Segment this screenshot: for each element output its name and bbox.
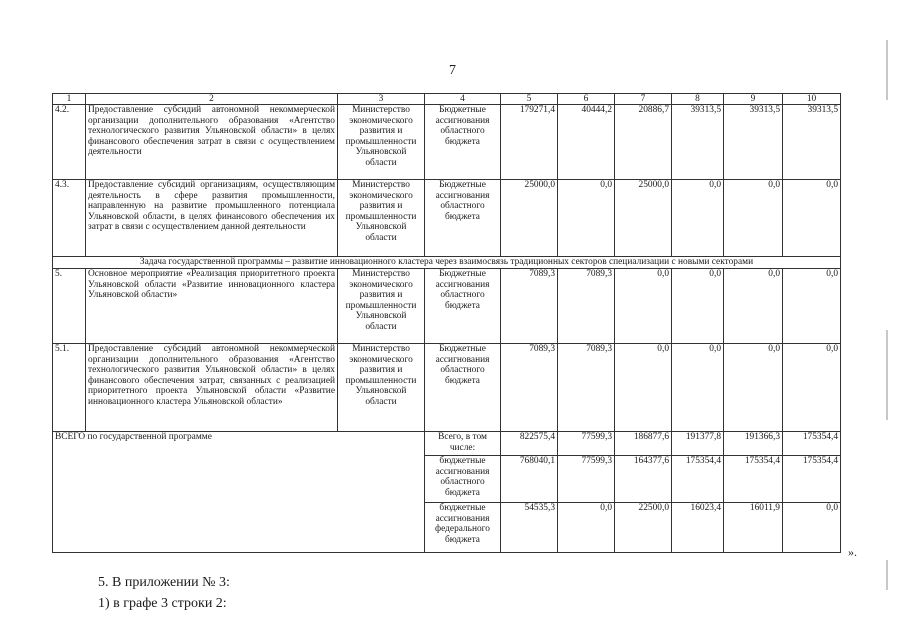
amount-cell: 7089,3 <box>501 344 558 432</box>
amount-cell: 40444,2 <box>558 105 615 180</box>
amount-cell: 0,0 <box>615 269 672 344</box>
amount-cell: 0,0 <box>672 344 724 432</box>
row-number: 5. <box>53 269 86 344</box>
amount-cell: 175354,4 <box>672 456 724 503</box>
amount-cell: 39313,5 <box>783 105 841 180</box>
funding-source: Бюджетные ассигнования областного бюджета <box>425 269 501 344</box>
amount-cell: 191377,8 <box>672 432 724 456</box>
column-number: 2 <box>86 94 338 105</box>
amount-cell: 164377,6 <box>615 456 672 503</box>
amount-cell: 39313,5 <box>724 105 783 180</box>
amount-cell: 0,0 <box>783 269 841 344</box>
executor: Министерство экономического развития и промышленности Ульяновской области <box>338 180 425 257</box>
amount-cell: 0,0 <box>558 180 615 257</box>
column-number: 9 <box>724 94 783 105</box>
amount-cell: 7089,3 <box>558 269 615 344</box>
executor: Министерство экономического развития и промышленности Ульяновской области <box>338 105 425 180</box>
funding-source: Бюджетные ассигнования областного бюджета <box>425 180 501 257</box>
table-row <box>53 105 841 180</box>
amount-cell: 54535,3 <box>501 503 558 553</box>
executor: Министерство экономического развития и промышленности Ульяновской области <box>338 269 425 344</box>
amount-cell: 25000,0 <box>501 180 558 257</box>
funding-source: Бюджетные ассигнования областного бюджета <box>425 105 501 180</box>
amount-cell: 179271,4 <box>501 105 558 180</box>
amount-cell: 0,0 <box>783 344 841 432</box>
measure-name: Основное мероприятие «Реализация приоритетного проекта Ульяновской области «Развитие инновационного кластера Ульяновской области» <box>86 269 338 344</box>
column-number: 1 <box>53 94 86 105</box>
amount-cell: 77599,3 <box>558 432 615 456</box>
column-number: 4 <box>425 94 501 105</box>
amount-cell: 0,0 <box>783 503 841 553</box>
funding-source: Всего, в том числе: <box>425 432 501 456</box>
scan-edge-mark <box>886 560 888 590</box>
closing-quote: ». <box>848 545 857 559</box>
amount-cell: 175354,4 <box>783 456 841 503</box>
amount-cell: 39313,5 <box>672 105 724 180</box>
scan-edge-mark <box>886 40 888 100</box>
amount-cell: 7089,3 <box>501 269 558 344</box>
table-row <box>53 269 841 344</box>
funding-source: бюджетные ассигнования федерального бюджета <box>425 503 501 553</box>
measure-name: Предоставление субсидий организациям, осуществляющим деятельность в сфере развития промышленности, направленную на развитие промышленного потенциала Ульяновской области, в целях финансового обеспечения их затрат в связи с осуществлением данной деятельности <box>86 180 338 257</box>
amount-cell: 191366,3 <box>724 432 783 456</box>
amount-cell: 175354,4 <box>724 456 783 503</box>
footer-line-2: 1) в графе 3 строки 2: <box>98 596 227 611</box>
column-number: 8 <box>672 94 724 105</box>
page-number: 7 <box>449 63 456 78</box>
amount-cell: 175354,4 <box>783 432 841 456</box>
amount-cell: 16011,9 <box>724 503 783 553</box>
amount-cell: 0,0 <box>724 344 783 432</box>
funding-source: Бюджетные ассигнования областного бюджета <box>425 344 501 432</box>
measure-name: Предоставление субсидий автономной некоммерческой организации дополнительного образования «Агентство технологического развития Ульяновской области» в целях финансового обеспечения затрат в связи с осуществлением деятельности <box>86 105 338 180</box>
amount-cell: 822575,4 <box>501 432 558 456</box>
total-row <box>53 432 841 456</box>
amount-cell: 7089,3 <box>558 344 615 432</box>
column-number: 6 <box>558 94 615 105</box>
column-number: 3 <box>338 94 425 105</box>
column-number: 7 <box>615 94 672 105</box>
column-number: 5 <box>501 94 558 105</box>
row-number: 5.1. <box>53 344 86 432</box>
amount-cell: 768040,1 <box>501 456 558 503</box>
amount-cell: 0,0 <box>558 503 615 553</box>
total-label: ВСЕГО по государственной программе <box>53 432 425 553</box>
scan-edge-mark <box>886 330 888 420</box>
amount-cell: 20886,7 <box>615 105 672 180</box>
amount-cell: 0,0 <box>615 344 672 432</box>
amount-cell: 16023,4 <box>672 503 724 553</box>
amount-cell: 0,0 <box>783 180 841 257</box>
measure-name: Предоставление субсидий автономной некоммерческой организации дополнительного образования «Агентство технологического развития Ульяновской области» в целях финансового обеспечения затрат, связанных с реализацией приоритетного проекта Ульяновской области «Развитие инновационного кластера Ульяновской области» <box>86 344 338 432</box>
amount-cell: 186877,6 <box>615 432 672 456</box>
funding-source: бюджетные ассигнования областного бюджета <box>425 456 501 503</box>
amount-cell: 0,0 <box>672 180 724 257</box>
executor: Министерство экономического развития и промышленности Ульяновской области <box>338 344 425 432</box>
row-number: 4.3. <box>53 180 86 257</box>
row-number: 4.2. <box>53 105 86 180</box>
amount-cell: 0,0 <box>724 180 783 257</box>
column-number-row <box>53 94 841 105</box>
table-row <box>53 344 841 432</box>
task-row <box>53 257 841 269</box>
table-row <box>53 180 841 257</box>
amount-cell: 77599,3 <box>558 456 615 503</box>
amount-cell: 0,0 <box>672 269 724 344</box>
footer-line-1: 5. В приложении № 3: <box>98 575 230 590</box>
column-number: 10 <box>783 94 841 105</box>
amount-cell: 0,0 <box>724 269 783 344</box>
amount-cell: 22500,0 <box>615 503 672 553</box>
amount-cell: 25000,0 <box>615 180 672 257</box>
program-table <box>52 93 841 553</box>
task-heading: Задача государственной программы – развитие инновационного кластера через взаимосвязь традиционных секторов специализации с новыми секторами <box>53 257 841 269</box>
